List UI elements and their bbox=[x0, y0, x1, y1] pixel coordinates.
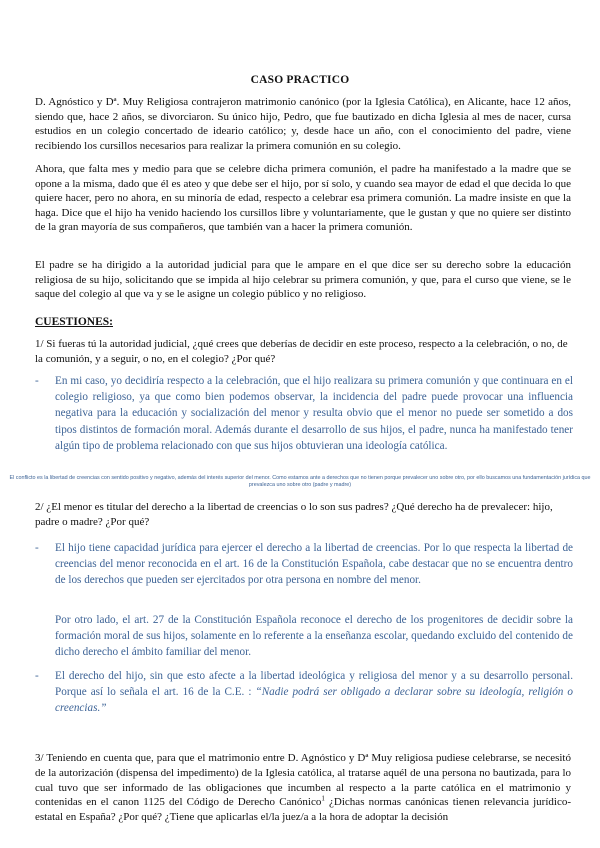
paragraph-2: Ahora, que falta mes y medio para que se celebre dicha primera comunión, el padre ha manifestado a la madre que se opone a la misma, dado que él es ateo y que debe ser el hijo, por sí solo, y cuando sea mayor de edad el que decida lo que quiere hacer, pero no ahora, en su minoría de edad, respecto a celebrar esa primera comunión. La madre insiste en que la haga. Dice que el hijo ha venido haciendo los cursillos libre y voluntariamente, que le gustan y que no quiere ser distinto de la gran mayoría de sus compañeros, que también van a hacer la primera comunión. bbox=[35, 163, 571, 234]
question-3 bbox=[35, 751, 571, 825]
cuestiones-heading-colon: : bbox=[109, 316, 113, 328]
answer-1-text: En mi caso, yo decidiría respecto a la celebración, que el hijo realizara su primera comunión y que continuara en el colegio religioso, ya que como bien podemos observar, la incidencia del padre puede provocar una influencia negativa para la educación y socialización del menor y resulta obvio que el menor no puede ser sometido a dos tipos distintos de formación moral. Además durante el desarrollo de sus hijos, el padre, nunca ha manifestado tener algún tipo de problema relacionado con que sus hijos obtuvieran una ideología católica. bbox=[55, 375, 573, 452]
page-title: CASO PRACTICO bbox=[250, 74, 350, 86]
answer-2c-quote: “Nadie podrá ser obligado a declarar sobre su ideología, religión o creencias.” bbox=[55, 686, 574, 715]
question-2: 2/ ¿El menor es titular del derecho a la libertad de creencias o lo son sus padres? ¿Qué derecho ha de prevalecer: hijo, padre o madre? ¿Por qué? bbox=[35, 501, 553, 528]
cuestiones-heading bbox=[35, 316, 113, 328]
answer-dash: - bbox=[35, 670, 39, 682]
answer-dash: - bbox=[35, 542, 39, 554]
margin-note: El conflicto es la libertad de creencias con sentido positivo y negativo, además del interés superior del menor. Como estamos ante a derechos que no tienen porque prevalecer uno sobre otro, por ello buscamos una fundamentación jurídica que prevalezca uno sobre otro (padre y madre) bbox=[9, 475, 591, 488]
paragraph-3: El padre se ha dirigido a la autoridad judicial para que le ampare en el que dice ser su derecho sobre la educación religiosa de su hijo, solicitando que se impida al hijo celebrar su primera comunión, y que, para el curso que viene, se le saque del colegio al que va y se le asigne un colegio público y no religioso. bbox=[35, 259, 571, 301]
question-3-continuation: ¿Dichas normas canónicas tienen relevancia jurídico-estatal en España? ¿Por qué? ¿Tiene que aplicarlas el/la juez/a a la hora de adoptar la decisión bbox=[35, 796, 572, 824]
answer-2a-text: El hijo tiene capacidad jurídica para ejercer el derecho a la libertad de creencias. Por lo que respecta la libertad de creencias del menor reconocida en el art. 16 de la Constitución Española, cabe destacar que no se encuentra dentro de los derechos que pueden ser ejercitados por otra persona en nombre del menor. bbox=[55, 542, 573, 587]
footnote-marker[interactable]: 1 bbox=[321, 794, 325, 803]
answer-dash: - bbox=[35, 375, 39, 387]
answer-2c-text bbox=[55, 668, 573, 717]
question-1: 1/ Si fueras tú la autoridad judicial, ¿qué crees que deberías de decidir en este proceso, respecto a la celebración, o no, de la comunión, y a seguir, o no, en el colegio? ¿Por qué? bbox=[35, 338, 568, 365]
cuestiones-heading-text: CUESTIONES bbox=[35, 316, 110, 328]
answer-2b-text: Por otro lado, el art. 27 de la Constitución Española reconoce el derecho de los progenitores de decidir sobre la formación moral de sus hijos, solamente en lo referente a la enseñanza escolar, quedando excluido del contenido de dicho derecho el ámbito familiar del menor. bbox=[55, 614, 573, 659]
question-3-text: 3/ Teniendo en cuenta que, para que el matrimonio entre D. Agnóstico y Dª Muy religiosa pudiese celebrarse, se necesitó de la autorización (dispensa del impedimento) de la Iglesia católica, al tratarse aquél de una persona no bautizada, para lo cual tuvo que ser informado de las obligaciones que incumben al respecto a la parte católica en el matrimonio y contenidas en el canon 1125 del Código de Derecho Canónico bbox=[35, 752, 571, 809]
answer-2c-body: El derecho del hijo, sin que esto afecte a la libertad ideológica y religiosa del menor y a su desarrollo personal. Porque así lo señala el art. 16 de la C.E. : bbox=[55, 670, 573, 699]
paragraph-1: D. Agnóstico y Dª. Muy Religiosa contrajeron matrimonio canónico (por la Iglesia Católica), en Alicante, hace 12 años, siendo que, hace 2 años, se divorciaron. Su único hijo, Pedro, que fue bautizado en dicha Iglesia al mes de nacer, cursa estudios en un colegio concertado de ideario católico; y, desde hace un año, con el conocimiento del padre, viene recibiendo los cursillos necesarios para realizar la primera comunión en su colegio. bbox=[35, 96, 571, 152]
